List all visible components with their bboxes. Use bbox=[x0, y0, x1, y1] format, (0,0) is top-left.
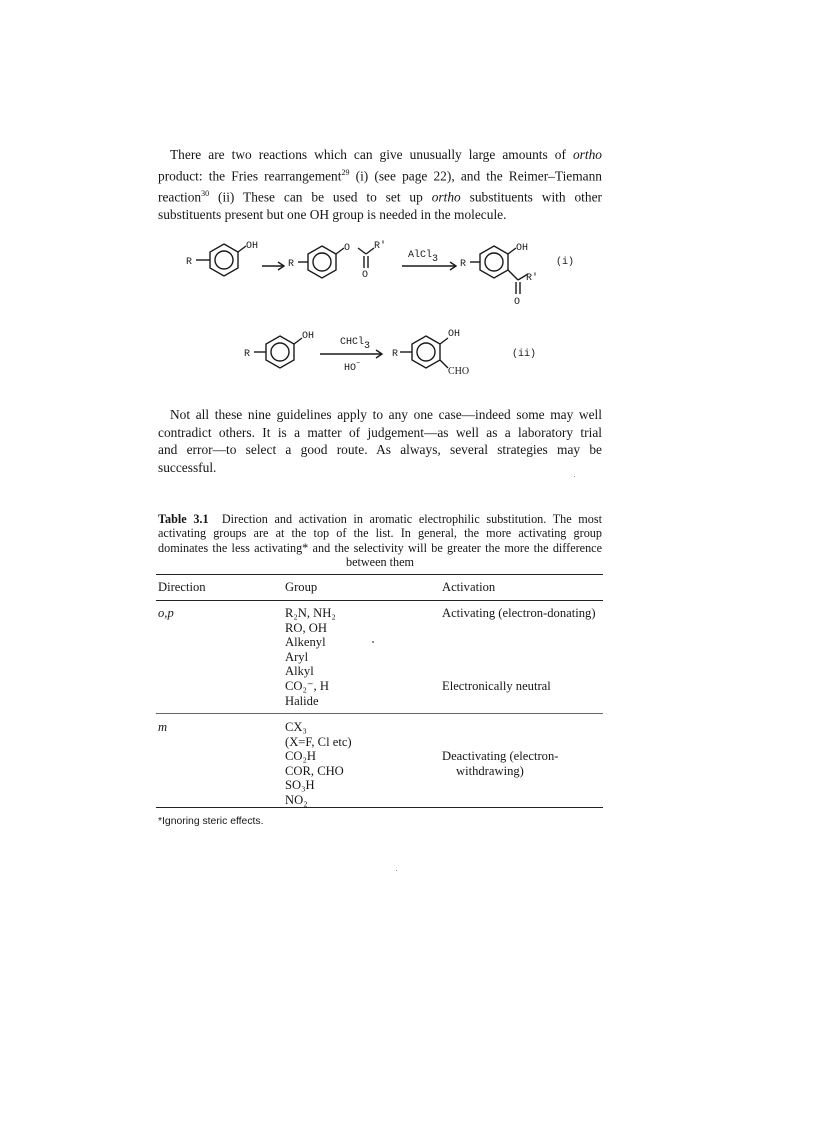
group-cell: SO₃H bbox=[285, 778, 315, 793]
oh-label: OH bbox=[516, 243, 529, 254]
header-group: Group bbox=[285, 580, 318, 594]
group-cell: Alkyl bbox=[285, 664, 314, 679]
caption-line-2: activating groups are at the top of the list. In general, the more activating group bbox=[158, 526, 602, 541]
direction-ortho-para: o,p bbox=[158, 606, 174, 620]
intro-line-3: reaction$^{30}$ (ii) These can be used to set up ortho substituents with other bbox=[158, 188, 602, 205]
oh-label: OH bbox=[302, 331, 315, 342]
footnote: *Ignoring steric effects. bbox=[158, 816, 264, 827]
group-cell: COR, CHO bbox=[285, 763, 344, 778]
group-cell: CO₂⁻, H bbox=[285, 679, 329, 693]
r-label: R bbox=[460, 259, 467, 270]
intro-line-2: product: the Fries rearrangement$^{29}$ (i) (see page 22), and the Reimer–Tiemann bbox=[158, 167, 603, 184]
scan-speck bbox=[574, 476, 575, 477]
r-prime-label: R' bbox=[374, 241, 387, 252]
oh-label: OH bbox=[448, 329, 461, 340]
benzene-ring-phenol-ii bbox=[254, 336, 302, 368]
r-label: R bbox=[244, 349, 251, 360]
scheme-label-ii: (ii) bbox=[512, 349, 537, 360]
table-label: Table 3.1 bbox=[158, 512, 209, 526]
group-cell: CX₃ bbox=[285, 720, 307, 734]
group-cell: NO₂ bbox=[285, 793, 308, 807]
caption-line-3: dominates the less activating* and the selectivity will be greater the more the difference bbox=[158, 540, 602, 555]
oh-label: OH bbox=[246, 241, 259, 252]
r-prime-label: R' bbox=[526, 273, 539, 284]
group-cell: Alkenyl bbox=[285, 635, 326, 650]
table-group-rule bbox=[156, 713, 603, 714]
table-bottom-rule bbox=[156, 807, 603, 808]
benzene-ring-phenol bbox=[196, 244, 246, 276]
benzene-ring-product-ii bbox=[400, 336, 448, 368]
second-paragraph bbox=[158, 406, 602, 476]
caption-line-1: Table 3.1 Direction and activation in aromatic electrophilic substitution. The most bbox=[158, 512, 603, 526]
header-activation: Activation bbox=[442, 580, 496, 594]
group-cell: RO, OH bbox=[285, 620, 327, 635]
reaction-scheme bbox=[170, 228, 590, 388]
activation-deactivating: Deactivating (electron- bbox=[442, 749, 559, 764]
r-label: R bbox=[186, 257, 193, 268]
ester-o-label: O bbox=[344, 243, 351, 254]
direction-meta: m bbox=[158, 720, 168, 734]
group-cell: Aryl bbox=[285, 649, 309, 664]
group-cell: (X=F, Cl etc) bbox=[285, 734, 352, 749]
intro-paragraph bbox=[158, 146, 602, 223]
second-line-3: and error—to select a good route. As always, several strategies may be bbox=[158, 442, 602, 458]
header-direction: Direction bbox=[158, 580, 206, 594]
cho-label: CHO bbox=[448, 366, 470, 377]
alcl3-label: AlCl3 bbox=[408, 250, 439, 265]
chcl3-label: CHCl3 bbox=[340, 337, 371, 352]
intro-line-1: There are two reactions which can give unusually large amounts of ortho bbox=[170, 147, 602, 162]
carbonyl-o-label: O bbox=[514, 297, 521, 308]
group-cell: CO₂H bbox=[285, 749, 316, 764]
intro-line-4: substituents present but one OH group is needed in the molecule. bbox=[158, 206, 507, 222]
group-cell: R₂N, NH₂ bbox=[285, 606, 336, 620]
scan-speck bbox=[396, 870, 397, 871]
scan-speck bbox=[372, 641, 374, 643]
activation-deactivating-cont: withdrawing) bbox=[456, 763, 524, 778]
scheme-label-i: (i) bbox=[556, 257, 575, 268]
hydroxide-label: HO− bbox=[344, 360, 361, 374]
r-label: R bbox=[392, 349, 399, 360]
second-line-1: Not all these nine guidelines apply to any one case—indeed some may well bbox=[170, 407, 602, 422]
table-top-rule bbox=[156, 574, 603, 575]
table-caption bbox=[158, 512, 602, 570]
activation-activating: Activating (electron-donating) bbox=[442, 606, 596, 620]
activation-neutral: Electronically neutral bbox=[442, 679, 551, 693]
caption-line-4: between them bbox=[345, 555, 415, 570]
table-header-rule bbox=[156, 600, 603, 601]
second-line-4: successful. bbox=[158, 459, 217, 475]
group-cell: Halide bbox=[285, 693, 319, 708]
second-line-2: contradict others. It is a matter of judgement—as well as a laboratory trial bbox=[158, 424, 602, 440]
r-label: R bbox=[288, 259, 295, 270]
carbonyl-o-label: O bbox=[362, 270, 369, 281]
